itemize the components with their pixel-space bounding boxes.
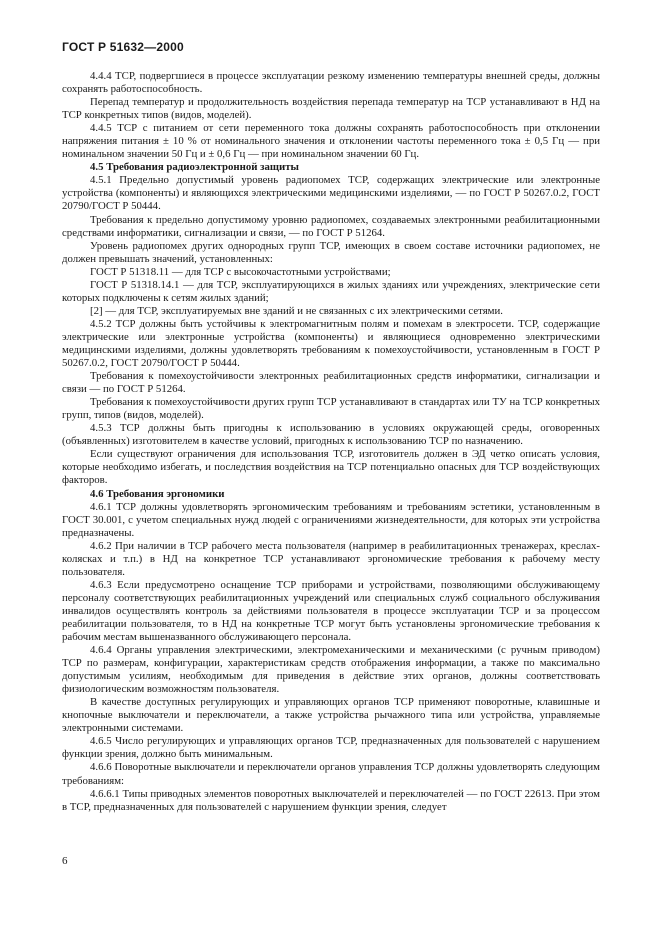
- section-heading: 4.6 Требования эргономики: [90, 487, 225, 500]
- paragraph: Перепад температур и продолжительность воздействия перепада температур на ТСР устанавливают в НД на ТСР конкретных типов (видов, моделей).: [62, 96, 600, 122]
- paragraph: 4.4.4 ТСР, подвергшиеся в процессе эксплуатации резкому изменению температуры внешней среды, должны сохранять работоспособность.: [62, 70, 600, 96]
- paragraph: 4.4.5 ТСР с питанием от сети переменного тока должны сохранять работоспособность при отклонении напряжения питания ± 10 % от номинального значения и отклонении частоты переменного тока ± 0,5 Гц — при номинальном значении 50 Гц и ± 0,6 Гц — при номинальном значении 60 Гц.: [62, 122, 600, 161]
- paragraph: 4.5.1 Предельно допустимый уровень радиопомех ТСР, содержащих электрические или электронные устройства (компоненты) и являющихся электрическими медицинскими изделиями, — по ГОСТ Р 50267.0.2, ГОСТ 20790/ГОСТ Р 50444.: [62, 174, 600, 213]
- paragraph: 4.6.6.1 Типы приводных элементов поворотных выключателей и переключателей — по ГОСТ 22613. При этом в ТСР, предназначенных для пользователей с нарушением функции зрения, следует: [62, 787, 600, 813]
- paragraph: 4.5.3 ТСР должны быть пригодны к использованию в условиях окружающей среды, оговоренных (объявленных) изготовителем в качестве условий, пригодных к использованию ТСР по назначению.: [62, 422, 600, 448]
- page-number: 6: [62, 855, 68, 867]
- paragraph: 4.6.5 Число регулирующих и управляющих органов ТСР, предназначенных для пользователей с нарушением функции зрения, должно быть минимальным.: [62, 735, 600, 761]
- paragraph: ГОСТ Р 51318.14.1 — для ТСР, эксплуатирующихся в жилых зданиях или учреждениях, электрические сети которых подключены к сетям жилых зданий;: [62, 278, 600, 304]
- document-body: [62, 70, 600, 814]
- paragraph: 4.6.6 Поворотные выключатели и переключатели органов управления ТСР должны удовлетворять следующим требованиям:: [62, 761, 600, 787]
- page-header-title: ГОСТ Р 51632—2000: [62, 40, 184, 54]
- paragraph: 4.6.3 Если предусмотрено оснащение ТСР приборами и устройствами, позволяющими обслуживающему персоналу соответствующих реабилитационных учреждений или специальных служб социального обслуживания инвалидов осуществлять контроль за действиями пользователя в процессе эксплуатации ТСР и за процессом реабилитации пользователя, то в НД на конкретные ТСР могут быть установлены эргономические требования к рабочим местам вышеназванного обслуживающего персонала.: [62, 578, 600, 644]
- paragraph: ГОСТ Р 51318.11 — для ТСР с высокочастотными устройствами;: [90, 265, 391, 278]
- paragraph: 4.6.2 При наличии в ТСР рабочего места пользователя (например в реабилитационных тренажерах, креслах-колясках и т.п.) в НД на конкретное ТСР устанавливают эргономические требования к рабочему месту пользователя.: [62, 539, 600, 578]
- paragraph: Требования к помехоустойчивости электронных реабилитационных средств информатики, сигнализации и связи — по ГОСТ Р 51264.: [62, 370, 600, 396]
- paragraph: 4.6.1 ТСР должны удовлетворять эргономическим требованиям и требованиям эстетики, установленным в ГОСТ 30.001, с учетом специальных нужд людей с ограничениями жизнедеятельности, для которых эти устройства предназначены.: [62, 500, 600, 539]
- paragraph: Требования к помехоустойчивости других групп ТСР устанавливают в стандартах или ТУ на ТСР конкретных групп, типов (видов, моделей).: [62, 396, 600, 422]
- paragraph: 4.5.2 ТСР должны быть устойчивы к электромагнитным полям и помехам в электросети. ТСР, содержащие электрические или электронные устройства (компоненты) и являющиеся одновременно электрическими медицинскими изделиями, должны удовлетворять требованиям к помехоустойчивости, установленным в ГОСТ Р 50267.0.2, ГОСТ 20790/ГОСТ Р 50444.: [62, 317, 600, 370]
- paragraph: Требования к предельно допустимому уровню радиопомех, создаваемых электронными реабилитационными средствами информатики, сигнализации и связи, — по ГОСТ Р 51264.: [62, 213, 600, 239]
- paragraph: Уровень радиопомех других однородных групп ТСР, имеющих в своем составе источники радиопомех, не должен превышать значений, установленных:: [62, 239, 600, 265]
- paragraph: Если существуют ограничения для использования ТСР, изготовитель должен в ЭД четко описать условия, которые необходимо избегать, и последствия воздействия на ТСР потенциально опасных для ТСР воздействующих факторов.: [62, 448, 600, 487]
- paragraph: [2] — для ТСР, эксплуатируемых вне зданий и не связанных с их электрическими сетями.: [90, 304, 503, 317]
- paragraph: 4.6.4 Органы управления электрическими, электромеханическими и механическими (с ручным приводом) ТСР по размерам, конфигурации, характеристикам средств отображения информации, а также по максимально допустимым усилиям, необходимым для приведения в действие этих органов, должны соответствовать физиологическим возможностям пользователя.: [62, 644, 600, 696]
- paragraph: В качестве доступных регулирующих и управляющих органов ТСР применяют поворотные, клавишные и кнопочные выключатели и переключатели, а также устройства рычажного типа или устройства, управляемые электронными системами.: [62, 696, 600, 735]
- section-heading: 4.5 Требования радиоэлектронной защиты: [90, 161, 299, 174]
